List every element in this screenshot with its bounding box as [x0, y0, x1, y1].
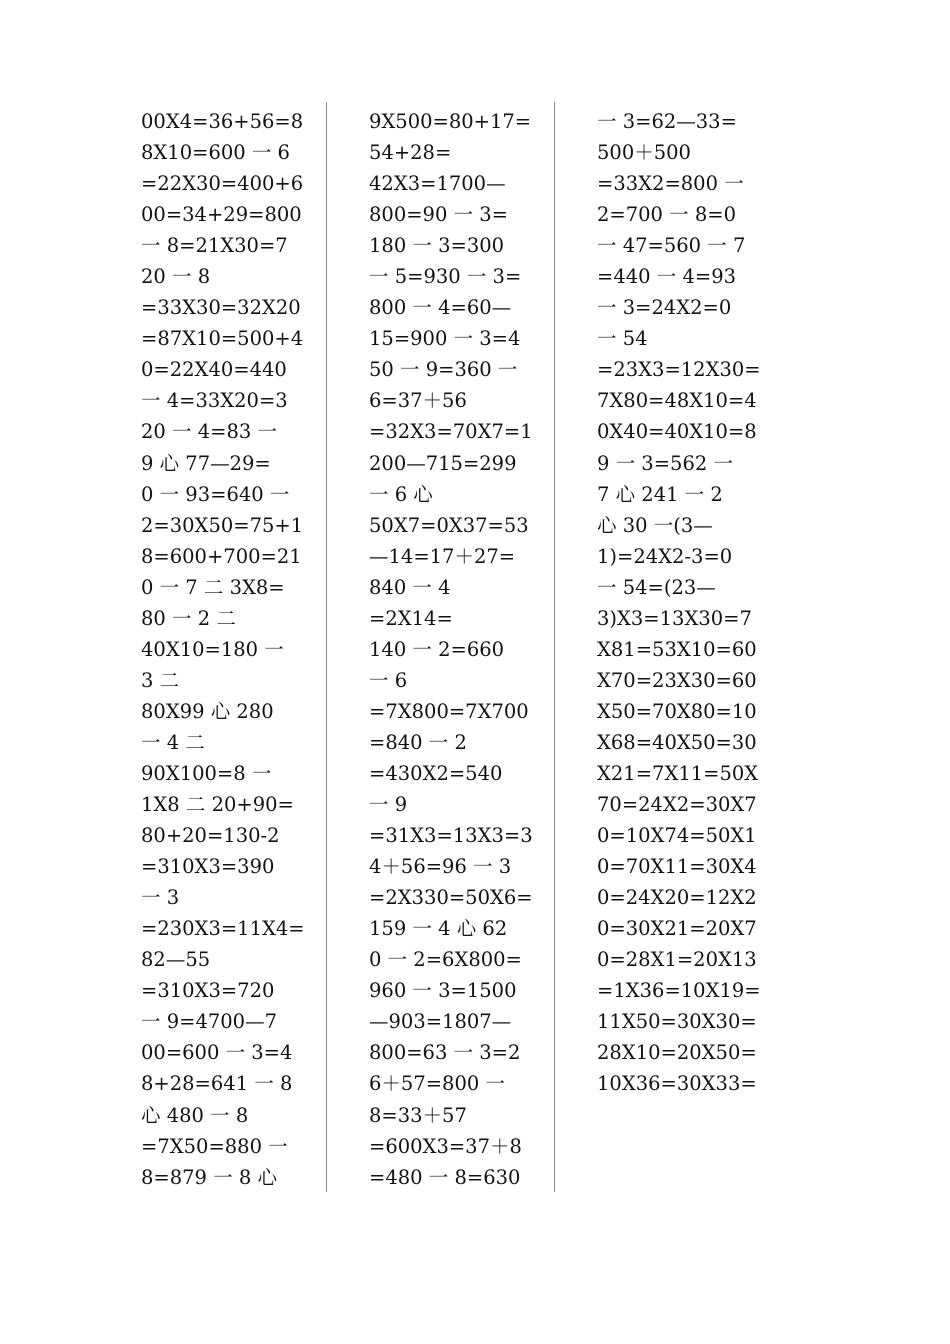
text-line: 42X3=1700— — [369, 172, 506, 196]
text-line: 7 心 241 一 2 — [597, 482, 723, 506]
text-line: 10X36=30X33= — [597, 1072, 757, 1096]
text-column-3 — [597, 106, 761, 1100]
text-line: 800=90 一 3= — [369, 203, 509, 227]
text-line: 2=30X50=75+1 — [141, 513, 304, 537]
text-line: 20 一 8 — [141, 265, 211, 289]
text-line: 一 3=62—33= — [597, 110, 737, 133]
text-line: 159 一 4 心 62 — [369, 917, 508, 941]
text-line: 3 二 — [141, 668, 180, 692]
text-line: 80+20=130-2 — [141, 824, 280, 848]
text-line: 一 54=(23— — [597, 575, 716, 599]
column-divider — [554, 102, 555, 1192]
text-line: =840 一 2 — [369, 730, 467, 754]
text-line: =87X10=500+4 — [141, 327, 304, 351]
text-line: 20 一 4=83 一 — [141, 420, 277, 444]
text-line: 15=900 一 3=4 — [369, 327, 521, 351]
text-column-2 — [369, 106, 533, 1193]
text-line: 一 47=560 一 7 — [597, 234, 746, 258]
text-line: =33X2=800 一 — [597, 172, 744, 196]
text-line: 8=879 一 8 心 — [141, 1165, 277, 1189]
text-line: 一 5=930 一 3= — [369, 265, 522, 289]
text-line: 70=24X2=30X7 — [597, 793, 757, 817]
text-line: 一 54 — [597, 327, 648, 351]
text-line: —14=17＋27= — [369, 544, 516, 568]
text-line: 00=600 一 3=4 — [141, 1041, 293, 1065]
text-line: 一 6 心 — [369, 482, 433, 506]
text-line: 3)X3=13X30=7 — [597, 606, 752, 630]
text-line: =1X36=10X19= — [597, 979, 761, 1003]
text-line: 90X100=8 一 — [141, 761, 272, 785]
text-line: 一 3=24X2=0 — [597, 296, 732, 320]
text-line: 一 8=21X30=7 — [141, 234, 288, 258]
text-line: 7X80=48X10=4 — [597, 389, 757, 413]
text-line: X81=53X10=60 — [597, 637, 757, 661]
text-line: 6=37＋56 — [369, 389, 467, 413]
text-line: 180 一 3=300 — [369, 234, 505, 258]
text-line: 28X10=20X50= — [597, 1041, 757, 1065]
text-line: 0=30X21=20X7 — [597, 917, 757, 941]
text-line: =23X3=12X30= — [597, 358, 761, 382]
text-line: 9 心 77—29= — [141, 451, 271, 475]
text-line: =2X330=50X6= — [369, 886, 533, 910]
text-line: 200—715=299 — [369, 451, 517, 475]
text-line: 0 一 7 二 3X8= — [141, 575, 285, 599]
text-line: 一 6 — [369, 668, 408, 692]
text-line: 80 一 2 二 — [141, 606, 236, 630]
column-divider — [326, 102, 327, 1192]
text-line: 2=700 一 8=0 — [597, 203, 737, 227]
text-line: 心 480 一 8 — [141, 1103, 249, 1127]
text-column-1 — [141, 106, 305, 1193]
text-line: X50=70X80=10 — [597, 699, 757, 723]
text-line: 9X500=80+17= — [369, 110, 532, 133]
text-line: 40X10=180 一 — [141, 637, 284, 661]
text-line: 960 一 3=1500 — [369, 979, 517, 1003]
text-line: X68=40X50=30 — [597, 730, 757, 754]
text-line: =600X3=37＋8 — [369, 1134, 522, 1158]
text-line: =31X3=13X3=3 — [369, 824, 533, 848]
text-line: 00=34+29=800 — [141, 203, 302, 227]
text-line: 9 一 3=562 一 — [597, 451, 733, 475]
text-line: 一 9=4700—7 — [141, 1010, 277, 1034]
text-line: 0=70X11=30X4 — [597, 855, 757, 879]
text-line: =2X14= — [369, 606, 453, 630]
text-line: 0=10X74=50X1 — [597, 824, 757, 848]
text-line: 4＋56=96 一 3 — [369, 855, 512, 879]
text-line: 82—55 — [141, 948, 211, 972]
text-line: —903=1807— — [369, 1010, 512, 1034]
text-line: =440 一 4=93 — [597, 265, 737, 289]
text-line: 8=600+700=21 — [141, 544, 302, 568]
text-line: 8+28=641 一 8 — [141, 1072, 293, 1096]
text-line: =230X3=11X4= — [141, 917, 305, 941]
text-line: 0=22X40=440 — [141, 358, 287, 382]
text-line: 1X8 二 20+90= — [141, 793, 294, 817]
text-line: 50X7=0X37=53 — [369, 513, 529, 537]
text-line: =32X3=70X7=1 — [369, 420, 533, 444]
text-line: =7X50=880 一 — [141, 1134, 288, 1158]
text-line: =22X30=400+6 — [141, 172, 304, 196]
text-line: =430X2=540 — [369, 761, 503, 785]
text-line: 1)=24X2-3=0 — [597, 544, 733, 568]
text-line: 0X40=40X10=8 — [597, 420, 757, 444]
text-line: 一 9 — [369, 793, 408, 817]
text-line: 6＋57=800 一 — [369, 1072, 505, 1096]
text-line: 50 一 9=360 一 — [369, 358, 518, 382]
text-line: =480 一 8=630 — [369, 1165, 521, 1189]
text-line: 0=24X20=12X2 — [597, 886, 757, 910]
text-line: 800=63 一 3=2 — [369, 1041, 521, 1065]
text-line: =33X30=32X20 — [141, 296, 301, 320]
text-line: 8=33＋57 — [369, 1103, 467, 1127]
text-line: 840 一 4 — [369, 575, 451, 599]
text-line: 80X99 心 280 — [141, 699, 274, 723]
text-line: 一 3 — [141, 886, 180, 910]
text-line: 0 一 93=640 一 — [141, 482, 290, 506]
text-line: 54+28= — [369, 141, 452, 165]
text-line: 8X10=600 一 6 — [141, 141, 290, 165]
text-line: 140 一 2=660 — [369, 637, 505, 661]
text-line: 00X4=36+56=8 — [141, 110, 304, 133]
text-line: 11X50=30X30= — [597, 1010, 757, 1034]
text-line: =310X3=390 — [141, 855, 275, 879]
text-line: X70=23X30=60 — [597, 668, 757, 692]
text-line: 一 4=33X20=3 — [141, 389, 288, 413]
text-line: 一 4 二 — [141, 730, 205, 754]
text-line: =310X3=720 — [141, 979, 275, 1003]
text-line: 0=28X1=20X13 — [597, 948, 757, 972]
text-line: 0 一 2=6X800= — [369, 948, 522, 972]
text-line: X21=7X11=50X — [597, 761, 759, 785]
text-line: 500＋500 — [597, 141, 691, 165]
text-line: 800 一 4=60— — [369, 296, 512, 320]
text-line: =7X800=7X700 — [369, 699, 529, 723]
text-line: 心 30 一(3— — [597, 513, 713, 537]
